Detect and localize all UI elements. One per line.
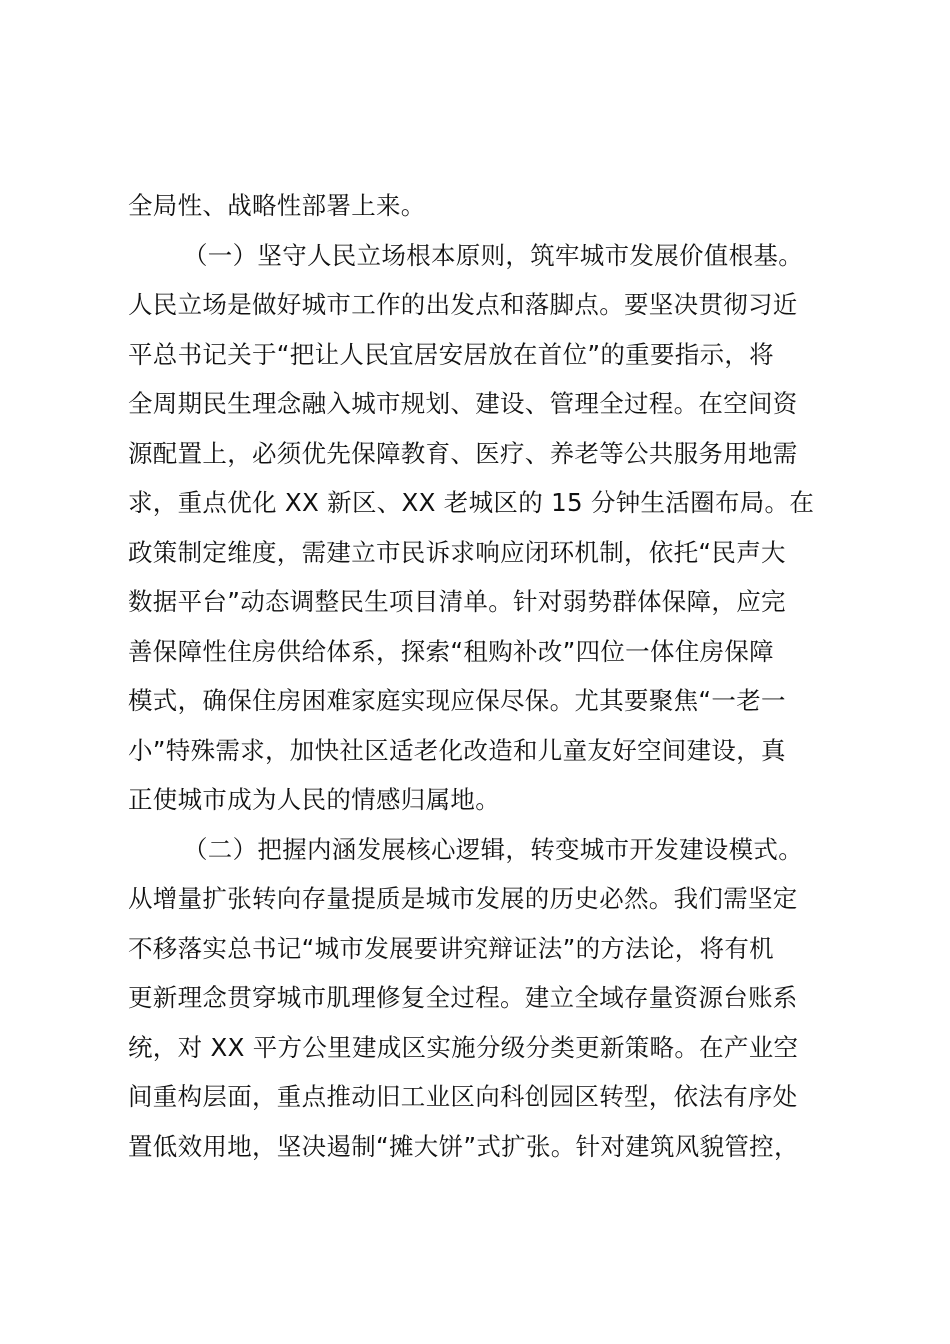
text-line: 政策制定维度，需建立市民诉求响应闭环机制，依托“民声大 bbox=[128, 537, 786, 567]
text-line: 从增量扩张转向存量提质是城市发展的历史必然。我们需坚定 bbox=[128, 884, 798, 913]
section-heading-2: （二）把握内涵发展核心逻辑，转变城市开发建设模式。 bbox=[183, 834, 803, 864]
section-heading-1: （一）坚守人民立场根本原则，筑牢城市发展价值根基。 bbox=[183, 240, 803, 270]
body-text bbox=[128, 181, 838, 1171]
text-line: 模式，确保住房困难家庭实现应保尽保。尤其要聚焦“一老一 bbox=[128, 686, 786, 715]
text-line: 不移落实总书记“城市发展要讲究辩证法”的方法论，将有机 bbox=[128, 933, 774, 963]
text-line: 全周期民生理念融入城市规划、建设、管理全过程。在空间资 bbox=[128, 389, 798, 418]
text-line: 统，对 XX 平方公里建成区实施分级分类更新策略。在产业空 bbox=[128, 1032, 799, 1062]
text-line: 全局性、战略性部署上来。 bbox=[128, 191, 426, 220]
text-line: 平总书记关于“把让人民宜居安居放在首位”的重要指示，将 bbox=[128, 339, 774, 369]
text-line: 源配置上，必须优先保障教育、医疗、养老等公共服务用地需 bbox=[128, 438, 798, 468]
text-line: 置低效用地，坚决遏制“摊大饼”式扩张。针对建筑风貌管控， bbox=[128, 1131, 799, 1161]
text-line: 间重构层面，重点推动旧工业区向科创园区转型，依法有序处 bbox=[128, 1082, 798, 1111]
text-line: 人民立场是做好城市工作的出发点和落脚点。要坚决贯彻习近 bbox=[128, 290, 798, 319]
text-line: 求，重点优化 XX 新区、XX 老城区的 15 分钟生活圈布局。在 bbox=[128, 488, 815, 517]
text-line: 数据平台”动态调整民生项目清单。针对弱势群体保障，应完 bbox=[128, 587, 786, 616]
text-line: 善保障性住房供给体系，探索“租购补改”四位一体住房保障 bbox=[128, 636, 774, 666]
text-line: 正使城市成为人民的情感归属地。 bbox=[128, 785, 500, 814]
text-line: 小”特殊需求，加快社区适老化改造和儿童友好空间建设，真 bbox=[128, 735, 786, 765]
text-line: 更新理念贯穿城市肌理修复全过程。建立全域存量资源台账系 bbox=[128, 983, 798, 1012]
